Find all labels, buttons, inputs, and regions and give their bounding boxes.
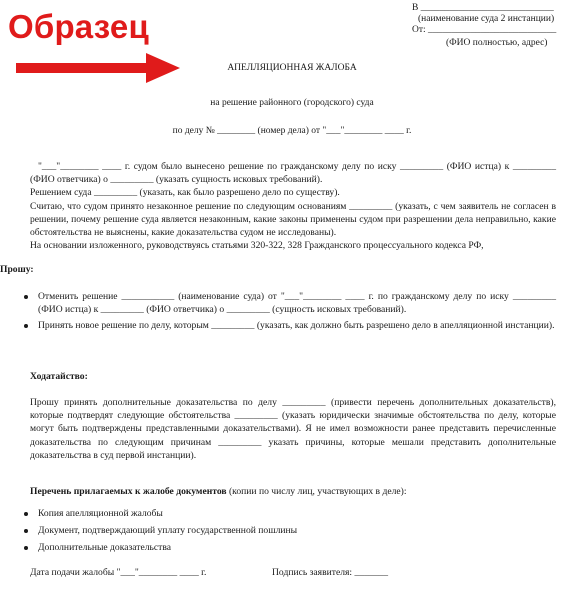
paragraph-decision-date: "___"________ ____ г. судом было вынесено решение по гражданскому делу по иску _________ (ФИО истца) к _________ (ФИО ответчика) о _________ (указать сущность исковых требований). — [30, 161, 556, 186]
court-line: В ____________________________ — [412, 3, 554, 13]
attachment-text: Дополнительные доказательства — [38, 542, 172, 554]
document-title: АПЕЛЛЯЦИОННАЯ ЖАЛОБА — [227, 63, 357, 73]
list-item — [22, 507, 556, 520]
complaint-body — [30, 160, 556, 252]
bullet-icon — [24, 295, 28, 299]
bullet-icon — [24, 529, 28, 533]
attachment-text: Документ, подтверждающий уплату государственной пошлины — [38, 525, 298, 537]
attachments-heading-line — [30, 485, 556, 498]
filing-date-line: Дата подачи жалобы "___"________ ____ г. — [30, 567, 207, 578]
bullet-icon — [24, 324, 28, 328]
motion-heading: Ходатайство: — [30, 371, 88, 382]
attachments-note: (копии по числу лиц, участвующих в деле): — [226, 486, 407, 497]
paragraph-grounds: Считаю, что судом принято незаконное решение по следующим основаниям _________ (указать, с чем заявитель не согласен в решении, почему решение суда является незаконным, какие законы применены судом при разрешении дела неправильно, какие обстоятельства не выяснены, какие доказательства судом не исследованы). — [30, 200, 556, 239]
sample-stamp: Образец — [8, 8, 149, 45]
case-number-line: по делу № ________ (номер дела) от "___"________ ____ г. — [172, 126, 412, 136]
applicant-line: От: ___________________________ — [412, 25, 557, 35]
request-list — [22, 290, 556, 333]
paragraph-legal-basis: На основании изложенного, руководствуясь статьями 320-322, 328 Гражданского процессуального кодекса РФ, — [30, 240, 484, 252]
list-item — [22, 524, 556, 537]
list-item — [22, 541, 556, 554]
list-item — [22, 290, 556, 316]
bullet-icon — [24, 546, 28, 550]
court-note: (наименование суда 2 инстанции) — [418, 14, 555, 24]
list-item — [22, 319, 556, 332]
paragraph-decision: Решением суда _________ (указать, как было разрешено дело по существу). — [30, 187, 340, 199]
request-item-text: Отменить решение ___________ (наименование суда) от "___"________ ____ г. по гражданскому делу по иску _________ (ФИО истца) к _________ (ФИО ответчика) о _________ (сущность исковых требований). — [38, 291, 556, 316]
attachments-heading: Перечень прилагаемых к жалобе документов — [30, 486, 227, 497]
attachments-list — [22, 507, 556, 555]
motion-text: Прошу принять дополнительные доказательства по делу _________ (привести перечень дополнительных доказательств), которые подтвердят следующие обстоятельства _________ (указать юридически значимые обстоятельства по делу, которые могут быть подтверждены представленными доказательствами). Я не имел возможности ранее представить перечисленные доказательства по следующим причинам _________ указать причины, которые мешали представить дополнительные доказательства в суд первой инстанции). — [30, 397, 556, 461]
attachment-text: Копия апелляционной жалобы — [38, 508, 163, 519]
document-subtitle: на решение районного (городского) суда — [210, 98, 374, 108]
request-item-text: Принять новое решение по делу, которым _________ (указать, как должно быть разрешено дело в апелляционной инстанции). — [38, 320, 555, 332]
request-heading: Прошу: — [0, 264, 34, 275]
bullet-icon — [24, 512, 28, 516]
signature-line: Подпись заявителя: _______ — [272, 567, 389, 578]
applicant-note: (ФИО полностью, адрес) — [446, 38, 548, 48]
